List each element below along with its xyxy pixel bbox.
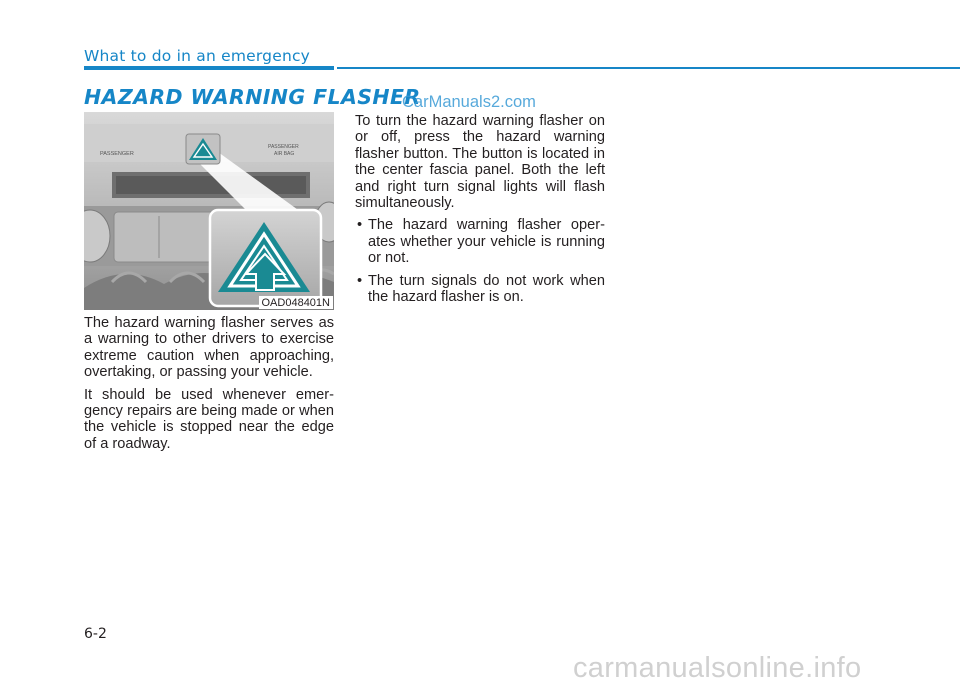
list-item: • The hazard warning flasher operates whether your vehicle is running or not.: [355, 217, 605, 266]
usage-paragraph: It should be used whenever emergency repairs are being made or when the vehicle is stopped near the edge of a roadway.: [84, 386, 334, 452]
intro-paragraph: The hazard warning flasher serves as a warning to other drivers to exercise extreme caution when approaching, overtaking, or passing your vehicle.: [84, 315, 334, 381]
right-column: [355, 113, 605, 311]
header-rule-thick: [84, 66, 334, 70]
left-column: [84, 315, 334, 458]
section-label: What to do in an emergency: [84, 47, 311, 65]
note-list: [355, 217, 605, 305]
figure-label-passenger-airbag: PASSENGER: [268, 144, 299, 150]
header-rule-thin: [337, 67, 960, 69]
watermark-carmanualsonline: carmanualsonline.info: [573, 652, 862, 684]
page-number: 6-2: [84, 626, 107, 642]
operation-paragraph: To turn the hazard warning flasher on or off, press the hazard warning flasher button. The button is located in the center fascia panel. Both the left and right turn signal lights will flash simultaneously.: [355, 113, 605, 212]
watermark-carmanuals2: CarManuals2.com: [402, 93, 536, 111]
list-item: • The turn signals do not work when the hazard flasher is on.: [355, 273, 605, 306]
page-title: HAZARD WARNING FLASHER: [84, 85, 421, 109]
center-fascia-illustration: [84, 112, 334, 310]
hazard-figure: [84, 112, 334, 310]
figure-label-airbag: AIR BAG: [274, 151, 295, 157]
figure-label-passenger: PASSENGER: [100, 151, 134, 157]
figure-code: OAD048401N: [259, 296, 334, 309]
